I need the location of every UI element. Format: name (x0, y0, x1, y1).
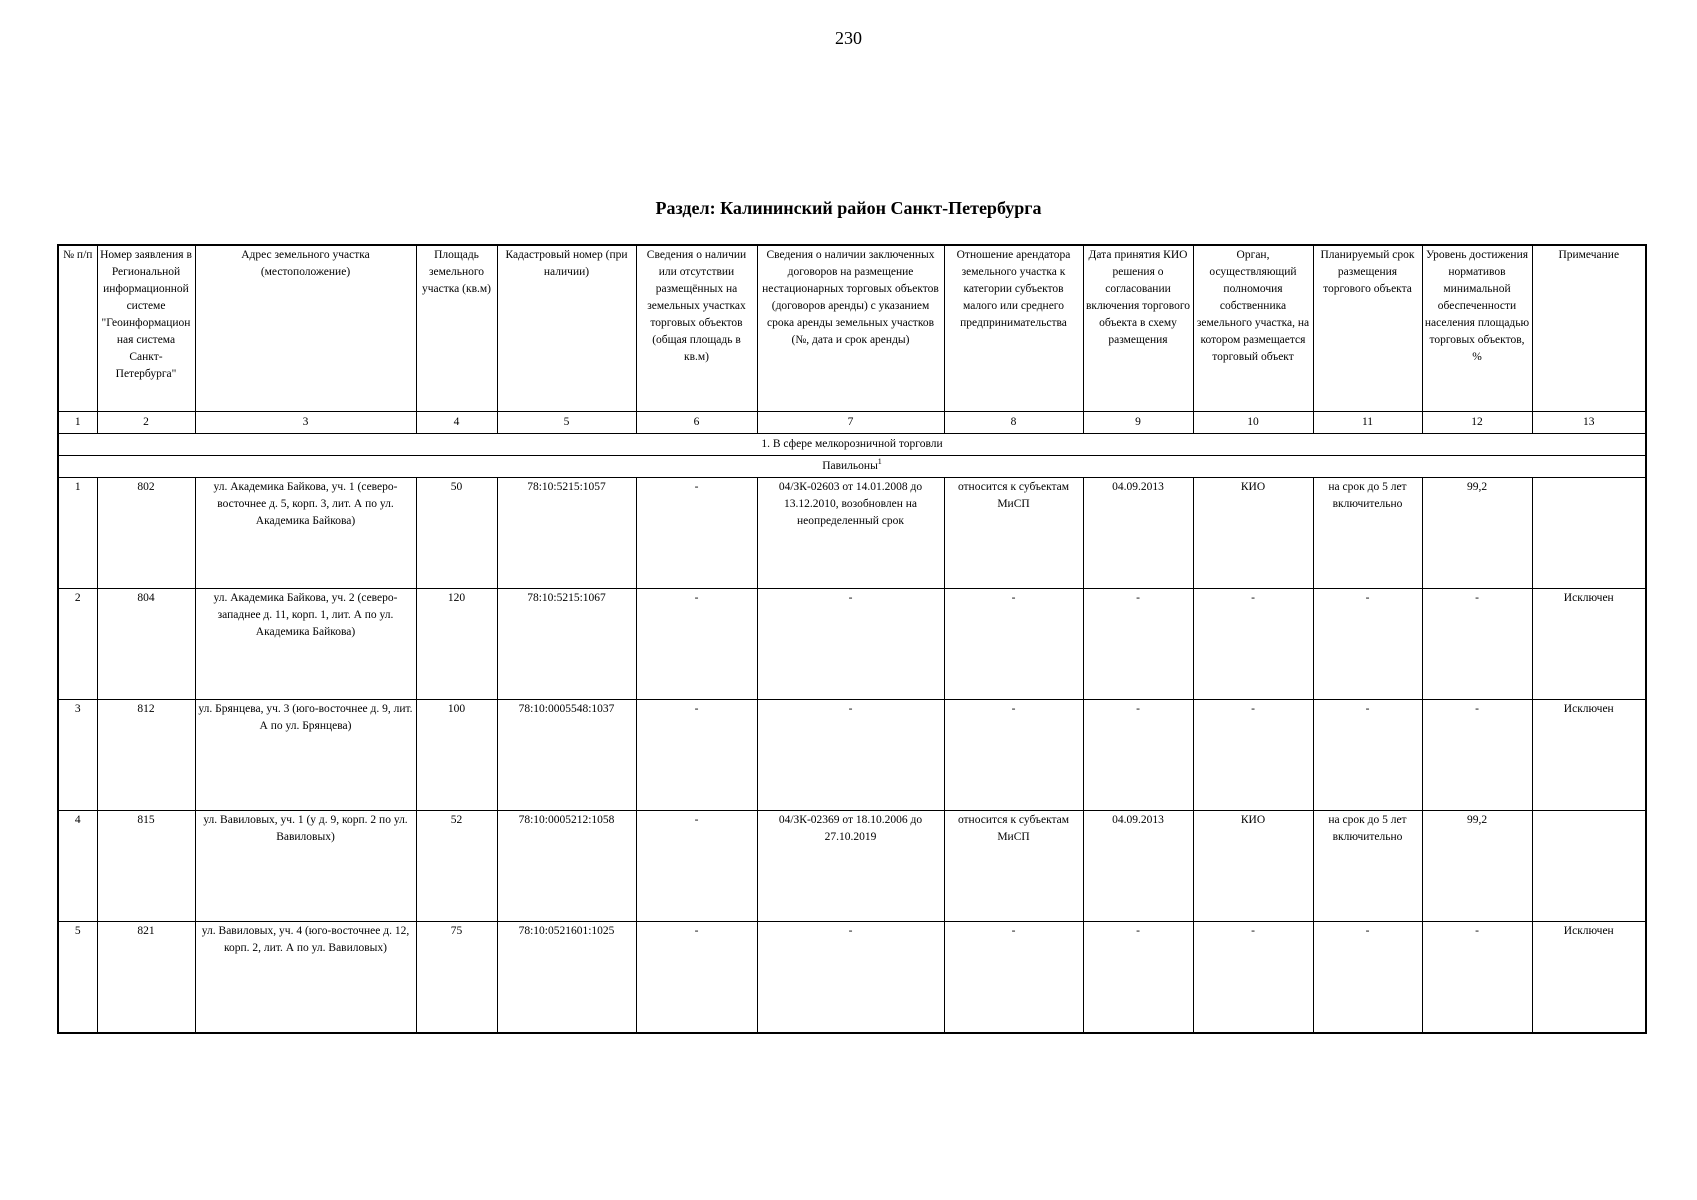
cell-approval-date: - (1083, 922, 1193, 1034)
column-number: 10 (1193, 412, 1313, 434)
column-header: Сведения о наличии заключенных договоров на размещение нестационарных торговых объектов (договоров аренды) с указанием срока аренды земельных участков (№, дата и срок аренды) (757, 245, 944, 412)
cell-smb-status: - (944, 700, 1083, 811)
column-header: Уровень достижения нормативов минимальной обеспеченности населения площадью торговых объектов, % (1422, 245, 1532, 412)
cell-objects-info: - (636, 589, 757, 700)
column-header: Примечание (1532, 245, 1646, 412)
column-header: № п/п (58, 245, 97, 412)
cell-placement-term: - (1313, 589, 1422, 700)
cell-area: 100 (416, 700, 497, 811)
cell-area: 50 (416, 478, 497, 589)
cell-note: Исключен (1532, 922, 1646, 1034)
column-number: 13 (1532, 412, 1646, 434)
column-number: 8 (944, 412, 1083, 434)
cell-cadastral-number: 78:10:0521601:1025 (497, 922, 636, 1034)
page-number: 230 (835, 28, 862, 48)
cell-placement-term: на срок до 5 лет включительно (1313, 478, 1422, 589)
cell-address: ул. Вавиловых, уч. 4 (юго-восточнее д. 12, корп. 2, лит. А по ул. Вавиловых) (195, 922, 416, 1034)
cell-norm-level: - (1422, 922, 1532, 1034)
cell-note (1532, 811, 1646, 922)
cell-cadastral-number: 78:10:5215:1057 (497, 478, 636, 589)
column-header: Площадь земельного участка (кв.м) (416, 245, 497, 412)
cell-application-number: 804 (97, 589, 195, 700)
column-header: Отношение арендатора земельного участка к категории субъектов малого или среднего предпринимательства (944, 245, 1083, 412)
column-header: Номер заявления в Региональной информационной системе "Геоинформационная система Санкт-Петербурга" (97, 245, 195, 412)
cell-norm-level: - (1422, 700, 1532, 811)
cell-norm-level: 99,2 (1422, 811, 1532, 922)
cell-contract-info: - (757, 589, 944, 700)
cell-address: ул. Академика Байкова, уч. 2 (северо-западнее д. 11, корп. 1, лит. А по ул. Академика Байкова) (195, 589, 416, 700)
column-number: 7 (757, 412, 944, 434)
cell-placement-term: на срок до 5 лет включительно (1313, 811, 1422, 922)
cell-area: 120 (416, 589, 497, 700)
cell-cadastral-number: 78:10:0005212:1058 (497, 811, 636, 922)
cell-smb-status: относится к субъектам МиСП (944, 811, 1083, 922)
cell-owner-authority: - (1193, 700, 1313, 811)
column-header: Кадастровый номер (при наличии) (497, 245, 636, 412)
table-row (58, 478, 1646, 589)
cell-contract-info: 04/ЗК-02603 от 14.01.2008 до 13.12.2010, возобновлен на неопределенный срок (757, 478, 944, 589)
group-heading: 1. В сфере мелкорозничной торговли (58, 434, 1646, 456)
cell-row-number: 5 (58, 922, 97, 1034)
table-row (58, 922, 1646, 1034)
cell-approval-date: - (1083, 589, 1193, 700)
cell-row-number: 1 (58, 478, 97, 589)
cell-note: Исключен (1532, 700, 1646, 811)
column-number: 11 (1313, 412, 1422, 434)
subgroup-heading-cell (58, 456, 1646, 478)
table-row (58, 589, 1646, 700)
cell-objects-info: - (636, 811, 757, 922)
cell-approval-date: - (1083, 700, 1193, 811)
column-number: 3 (195, 412, 416, 434)
cell-smb-status: относится к субъектам МиСП (944, 478, 1083, 589)
cell-row-number: 3 (58, 700, 97, 811)
cell-owner-authority: КИО (1193, 478, 1313, 589)
cell-cadastral-number: 78:10:5215:1067 (497, 589, 636, 700)
cell-application-number: 802 (97, 478, 195, 589)
cell-application-number: 815 (97, 811, 195, 922)
table-row (58, 700, 1646, 811)
cell-contract-info: - (757, 922, 944, 1034)
cell-application-number: 821 (97, 922, 195, 1034)
cell-cadastral-number: 78:10:0005548:1037 (497, 700, 636, 811)
cell-smb-status: - (944, 589, 1083, 700)
cell-objects-info: - (636, 922, 757, 1034)
cell-area: 75 (416, 922, 497, 1034)
cell-note (1532, 478, 1646, 589)
cell-objects-info: - (636, 700, 757, 811)
table-row (58, 811, 1646, 922)
column-header: Планируемый срок размещения торгового объекта (1313, 245, 1422, 412)
cell-note: Исключен (1532, 589, 1646, 700)
cell-owner-authority: КИО (1193, 811, 1313, 922)
cell-approval-date: 04.09.2013 (1083, 478, 1193, 589)
cell-placement-term: - (1313, 922, 1422, 1034)
cell-contract-info: - (757, 700, 944, 811)
cell-owner-authority: - (1193, 589, 1313, 700)
column-number-row (58, 412, 1646, 434)
cell-row-number: 2 (58, 589, 97, 700)
column-header: Орган, осуществляющий полномочия собственника земельного участка, на котором размещается торговый объект (1193, 245, 1313, 412)
column-header: Сведения о наличии или отсутствии размещённых на земельных участках торговых объектов (общая площадь в кв.м) (636, 245, 757, 412)
registry-table (57, 244, 1647, 1034)
cell-smb-status: - (944, 922, 1083, 1034)
section-title: Раздел: Калининский район Санкт-Петербурга (655, 198, 1042, 218)
column-header: Адрес земельного участка (местоположение) (195, 245, 416, 412)
column-number: 9 (1083, 412, 1193, 434)
column-number: 5 (497, 412, 636, 434)
cell-area: 52 (416, 811, 497, 922)
cell-address: ул. Академика Байкова, уч. 1 (северо-восточнее д. 5, корп. 3, лит. А по ул. Академика Байкова) (195, 478, 416, 589)
footnote-marker: 1 (877, 457, 882, 467)
cell-norm-level: - (1422, 589, 1532, 700)
column-number: 12 (1422, 412, 1532, 434)
cell-objects-info: - (636, 478, 757, 589)
cell-row-number: 4 (58, 811, 97, 922)
cell-placement-term: - (1313, 700, 1422, 811)
cell-contract-info: 04/ЗК-02369 от 18.10.2006 до 27.10.2019 (757, 811, 944, 922)
cell-address: ул. Вавиловых, уч. 1 (у д. 9, корп. 2 по ул. Вавиловых) (195, 811, 416, 922)
header-row (58, 245, 1646, 412)
column-number: 4 (416, 412, 497, 434)
subgroup-heading: Павильоны (822, 460, 878, 472)
column-number: 2 (97, 412, 195, 434)
subgroup-heading-row (58, 456, 1646, 478)
group-heading-row (58, 434, 1646, 456)
column-number: 6 (636, 412, 757, 434)
cell-address: ул. Брянцева, уч. 3 (юго-восточнее д. 9, лит. А по ул. Брянцева) (195, 700, 416, 811)
cell-norm-level: 99,2 (1422, 478, 1532, 589)
cell-owner-authority: - (1193, 922, 1313, 1034)
column-number: 1 (58, 412, 97, 434)
cell-application-number: 812 (97, 700, 195, 811)
cell-approval-date: 04.09.2013 (1083, 811, 1193, 922)
column-header: Дата принятия КИО решения о согласовании включения торгового объекта в схему размещения (1083, 245, 1193, 412)
